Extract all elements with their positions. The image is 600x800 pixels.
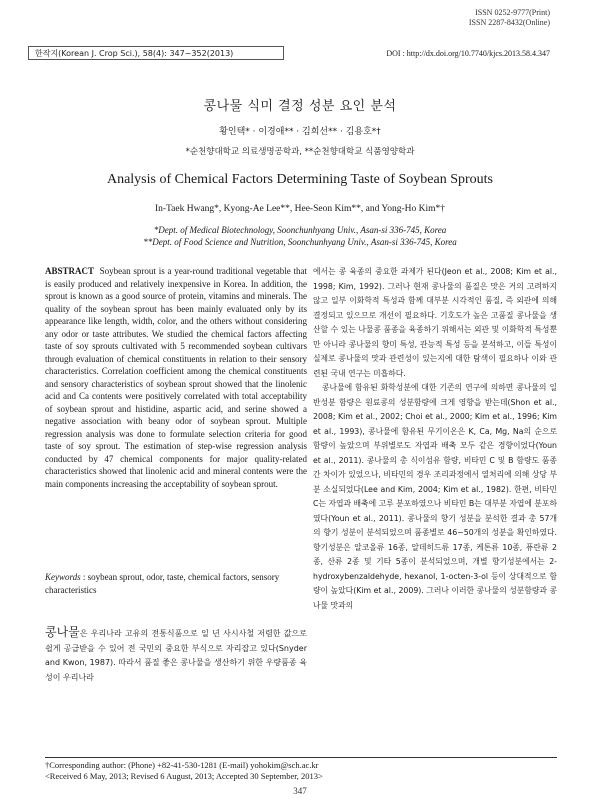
english-title: Analysis of Chemical Factors Determining Taste of Soybean Sprouts <box>106 172 494 187</box>
intro-left-text: 은 우리나라 고유의 전통식품으로 일 년 사시사철 저렴한 값으로 쉽게 공급받을 수 있어 전 국민의 중요한 부식으로 자리잡고 있다(Snyder and Kwon, 1987). 따라서 품질 좋은 콩나물을 생산하기 위한 우량품종 육성이 우리나라 <box>45 629 307 682</box>
journal-reference: 한작지(Korean J. Crop Sci.), 58(4): 347~352(2013) <box>28 46 284 60</box>
abstract-label: ABSTRACT <box>45 266 95 276</box>
right-column <box>313 265 557 613</box>
issn-print: ISSN 0252-9777(Print) <box>475 8 550 17</box>
corresponding-author: †Corresponding author: (Phone) +82-41-530-1281 (E-mail) yohokim@sch.ac.kr <box>45 760 319 770</box>
english-affiliation-2: **Dept. of Food Science and Nutrition, Soonchunhyang Univ., Asan-si 336-745, Korea <box>143 237 457 247</box>
issn-block <box>469 8 550 27</box>
keywords <box>45 571 307 596</box>
abstract <box>45 265 307 490</box>
korean-authors: 황인택* · 이경애** · 김희선** · 김용호*† <box>219 127 381 137</box>
intro-dropcap: 콩나물 <box>45 625 80 639</box>
korean-title: 콩나물 식미 결정 성분 요인 분석 <box>203 99 397 114</box>
page-number: 347 <box>293 786 307 796</box>
keywords-label: Keywords <box>45 572 81 582</box>
abstract-text: Soybean sprout is a year-round traditional vegetable that is easily produced and relatively inexpensive in Korea. In addition, the sprout is known as a good source of protein, vitamins and minerals. The quality of the soybean sprout has been mainly evaluated only by its appearance like length, width, color, and the others without considering any odor or taste attributes. We studied the chemical factors affecting taste of soy sprouts cultivated with 5 recommended soybean cultivars through evaluation of chemical constituents in relation to their sensory characteristics. Correlation coefficient among the chemical constituents and sensory characteristics of soybean sprout showed that the linolenic acid and Ca contents were positively correlated with total acceptability of soybean sprout and histidine, aspartic acid, and serine showed a negative association with beany odor of soybean sprout. Multiple regression analysis was done to formulate selection criteria for good taste of soy sprout. The estimation of step-wise regression analysis conducted by 47 chemical components for major quality-related characteristics showed that linolenic acid and mineral contents were the main components increasing the acceptability of soybean sprout. <box>45 266 307 489</box>
received-dates: <Received 6 May, 2013; Revised 6 August, 2013; Accepted 30 September, 2013> <box>45 771 323 781</box>
english-authors: In-Taek Hwang*, Kyong-Ae Lee**, Hee-Seon Kim**, and Yong-Ho Kim*† <box>154 204 446 214</box>
intro-left <box>45 625 307 685</box>
keywords-text: : soybean sprout, odor, taste, chemical factors, sensory characteristics <box>45 572 280 595</box>
english-affiliation-1: *Dept. of Medical Biotechnology, Soonchunhyang Univ., Asan-si 336-745, Korea <box>153 225 447 235</box>
footnote-divider <box>45 757 557 758</box>
right-paragraph-1: 에서는 콩 육종의 중요한 과제가 된다(Jeon et al., 2008; Kim et al., 1998; Kim, 1992). 그러나 현재 콩나물의 품질은 맛은 거의 고려하지 않고 일부 이화학적 특성과 함께 대부분 시각적인 품질, 즉 외관에 의해 결정되고 있으므로 개선이 필요하다. 기호도가 높은 고품질 콩나물을 생산할 수 있는 나물콩 품종을 육종하기 위해서는 외관 및 이화학적 특성뿐만 아니라 콩나물의 향미 특성, 관능적 특성 등을 분석하고, 이들 특성이 실제로 콩나물의 맛과 관련성이 있는지에 대한 탐색이 필요하나 이와 관련된 국내 연구는 미흡하다. <box>313 267 557 378</box>
korean-affiliation: *순천향대학교 의료생명공학과, **순천향대학교 식품영양학과 <box>185 147 415 157</box>
doi-link[interactable]: DOI : http://dx.doi.org/10.7740/kjcs.2013.58.4.347 <box>386 49 550 58</box>
right-paragraph-2: 콩나물에 함유된 화학성분에 대한 기존의 연구에 의하면 콩나물의 일반성분 함량은 원료콩의 성분함량에 크게 영향을 받는데(Shon et al., 2008; Kim et al., 2002; Choi et al., 2000; Kim et al., 1996; Kim et al., 1993), 콩나물에 함유된 무기이온은 K, Ca, Mg, Na의 순으로 함량이 높았으며 부위별로도 자엽과 배축 모두 같은 경향이었다(Youn et al., 2011). 콩나물의 총 식이섬유 함량, 비타민 C 및 B 함량도 품종 간 차이가 있었으나, 비타민의 경우 조리과정에서 열처리에 의해 상당 부분 소실되었다(Lee and Kim, 2004; Kim et al., 1982). 한편, 비타민 C는 자엽과 배축에 고루 분포하였으나 비타민 B는 대부분 자엽에 분포하였다(Youn et al., 2011). 콩나물의 향기 성분을 분석한 결과 총 57개의 향기 성분이 분석되었으며 품종별로 46~50개의 성분을 확인하였다. 향기성분은 알코올류 16종, 알데히드류 17종, 케톤류 10종, 퓨란류 2종, 산류 2종 및 기타 5종이 분석되었으며, 개별 향기성분에서는 2-hydroxybenzaldehyde, hexanol, 1-octen-3-ol 등이 상대적으로 함량이 높았다(Kim et al., 2009). 그러나 이러한 콩나물의 성분함량과 콩나물 맛과의 <box>313 383 557 610</box>
issn-online: ISSN 2287-8432(Online) <box>468 17 550 27</box>
